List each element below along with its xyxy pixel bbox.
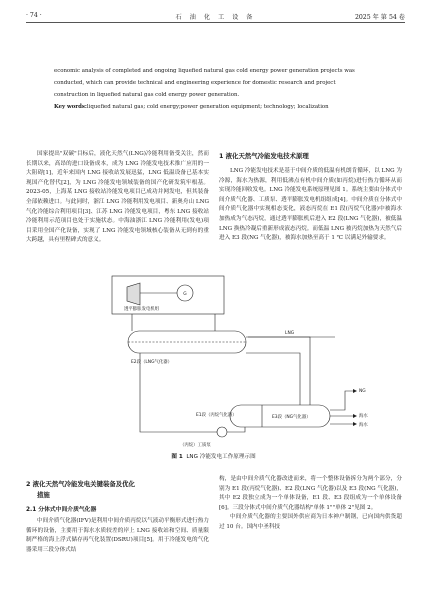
turbine-label: 透平膨胀发电机组 (124, 307, 160, 312)
intro-paragraph: 国家提出"双碳"目标后，液化天然气(LNG)冷能利用备受关注，然而长期以来，高昂的进口设备成本，成为 LNG 冷能发电技术推广应用的一大阻碍[1]，近年来国内 LNG 接收站发展迅猛，LNG 低温设备已基本实现国产化替代[2]，为 LNG 冷能发电领域装备的国产化研发筑牢根基。2023-05，上海某 LNG 接收站冷能发电项目已成功并网发电，但其装备全部依赖进口。与此同时，浙江 LNG 冷能利用发电项目、新奥舟山 LNG 气化冷能综合利用项目[3]、江苏 LNG 冷能发电项目，粤东 LNG 接收站冷能利用示范项目也处于实施状态。中海油浙江 LNG 冷能利用(发电)项目采用全国产化设备，实现了 LNG 冷能发电领域核心装备从无到有的重大跨越，具有里程碑式的意义。 (26, 151, 209, 244)
e2-label: E2段（LNG气化器） (131, 360, 173, 365)
section2-right-paragraph: 构，是由中间介质气化器改进而来，将一个整体设备拆分为两个部分，分别为 E1 段(丙烷气化器)、E2 段(LNG 气化器)以及 E3 段(NG 气化器)，其中 E2 段独立成为一个单体设备，E1 段、E3 段组成为一个单体设备[6]。三段分体式中间介质气化器结构"单体 1""单体 2"见图 2。 中间介质气化器的主要国外供应商为日本神户制钢，已向国内供货超过 10 台。国内中圣科技 (219, 476, 402, 530)
lng-label: LNG (285, 331, 295, 336)
abstract-line-3: construction in liquefied natural gas cold energy power generation. (54, 92, 240, 98)
e3-label: E3段（NG气化器） (272, 415, 311, 420)
seawater-out-label: 海水 (359, 423, 368, 428)
ng-label: NG (359, 389, 366, 394)
page-number: · 74 · (26, 12, 42, 19)
abstract-line-1: economic analysis of completed and ongoing liquefied natural gas cold energy power generation projects was (54, 68, 355, 74)
section1-title: 1 液化天然气冷能发电技术原理 (219, 152, 309, 160)
figure-1-caption-text: LNG 冷能发电工作原理示图 (186, 454, 256, 460)
section1-paragraph: LNG 冷能发电技术是基于中间介质的低温有机朗肯循环，以 LNG 为冷源，海水为热源，利用低沸点有机中间介质(如丙烷)进行热力循环从而实现冷能回收发电。LNG 冷能发电系统原理见图 1。系统主要由分体式中间介质气化器、工质泵、透平膨胀发电机组组成[4]。中间介质在分体式中间介质气化器中实现相态变化，液态丙烷在 E1 段(丙烷气化器)中被海水加热成为气态丙烷，通过透平膨胀机后进入 E2 段(LNG 气化器)，被低温 LNG 换热冷凝后重新形成液态丙烷。而低温 LNG 被丙烷加热为天然气后进入 E3 段(NG 气化器)，被海水加热至高于 1 ℃ 以满足外输要求。 (219, 168, 402, 242)
turbine-icon (127, 283, 140, 305)
pump-icon (217, 427, 227, 437)
section2-left-paragraph: 中间介质气化器(IFV)是利用中间介质丙烷以气液动平衡形式进行热力循环的设备，主要用于海水水质较差的岸上 LNG 接收站和空间、质量限制严格的海上浮式储存再气化装置(DSRU)项目[5]。用于冷能发电的气化器采用三段分体式结 (26, 518, 209, 553)
section2-title-line1: 2 液化天然气冷能发电关键装备及优化 (26, 480, 135, 488)
keywords-text: liquefied natural gas; cold energy;power generation equipment; technology; localization (86, 104, 329, 110)
section2-1-title: 2.1 分体式中间介质气化器 (26, 507, 97, 513)
generator-label: G (183, 292, 187, 297)
pump-label: （丙烷）工质泵 (180, 443, 211, 448)
e1-label: E1段（丙烷气化器） (196, 413, 237, 418)
figure-1-caption-label: 图 1 (171, 454, 183, 460)
seawater-in-label: 海水 (359, 414, 368, 419)
figure-1-caption (0, 452, 427, 460)
journal-title: 石 油 化 工 设 备 (175, 14, 256, 21)
keywords-label: Key words: (54, 104, 87, 110)
ng-line (330, 391, 356, 410)
section2-title-line2: 措施 (37, 491, 50, 499)
issue-info: 2025 年 第 54 卷 (354, 14, 405, 21)
abstract-line-2: conducted, which can provide technical and engineering experience for domestic research and project (54, 80, 336, 86)
